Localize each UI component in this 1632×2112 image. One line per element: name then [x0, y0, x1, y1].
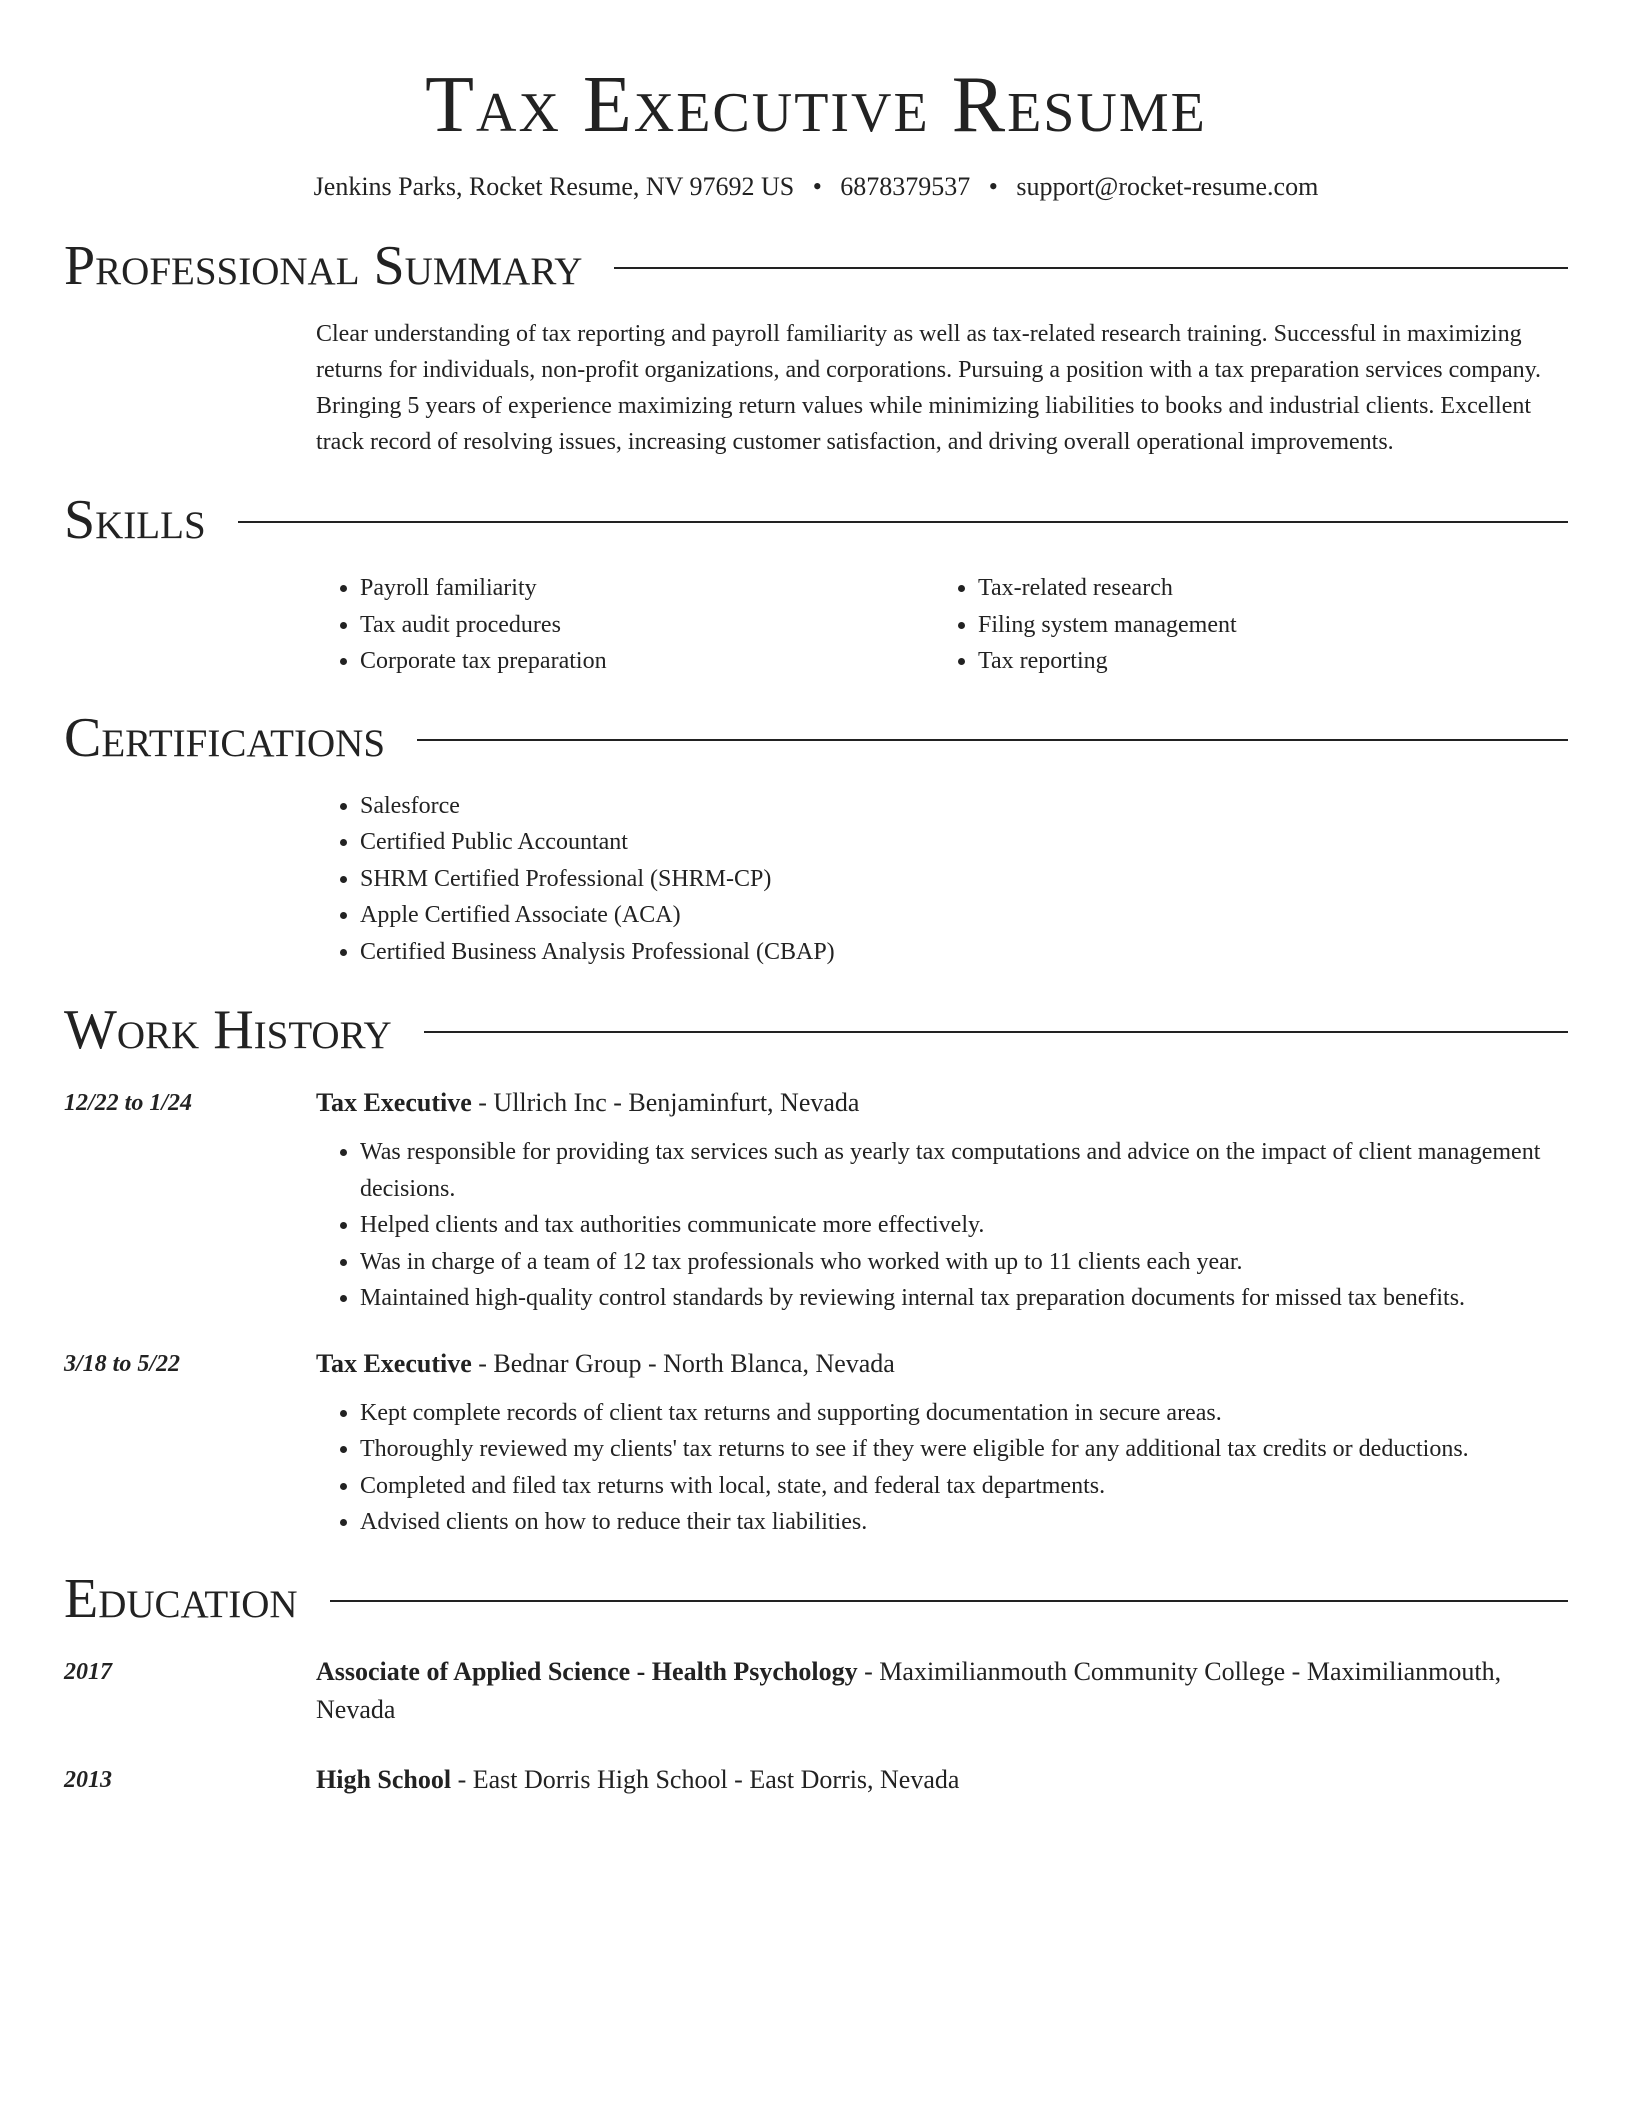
education-section-header — [64, 1565, 1568, 1633]
job-bullet: • Thoroughly reviewed my clients' tax returns to see if they were eligible for any additional tax credits or deductions. — [360, 1431, 1568, 1468]
certification-item: • Certified Business Analysis Professional (CBAP) — [360, 934, 1568, 971]
education-degree: Associate of Applied Science - Health Psychology — [316, 1656, 858, 1686]
skills-heading: Skills — [64, 489, 206, 551]
skill-item: • Tax reporting — [978, 643, 1568, 680]
job-entry — [64, 1084, 1568, 1317]
job-entry — [64, 1345, 1568, 1541]
resume-title: Tax Executive Resume — [425, 61, 1207, 149]
job-bullet: • Was responsible for providing tax services such as yearly tax computations and advice on the impact of client management decisions. — [360, 1134, 1568, 1207]
contact-phone: 6878379537 — [840, 172, 971, 201]
skill-item: • Tax-related research — [978, 570, 1568, 607]
skill-item: • Corporate tax preparation — [360, 643, 934, 680]
section-divider — [238, 521, 1568, 523]
job-headline — [316, 1084, 1568, 1122]
certifications-heading: Certifications — [64, 706, 386, 769]
job-bullet: • Helped clients and tax authorities communicate more effectively. — [360, 1207, 1568, 1244]
job-title: Tax Executive — [316, 1088, 472, 1117]
skills-list — [316, 570, 1568, 680]
education-degree: High School — [316, 1764, 452, 1794]
education-entry — [64, 1653, 1568, 1729]
certifications-list — [316, 788, 1568, 971]
work-heading: Work History — [64, 999, 392, 1061]
skills-column-right — [934, 570, 1568, 680]
separator-dot: • — [988, 172, 998, 201]
summary-section-header — [64, 232, 1568, 300]
job-bullets — [316, 1134, 1568, 1317]
job-bullet: • Completed and filed tax returns with local, state, and federal tax departments. — [360, 1468, 1568, 1505]
job-details: - Bednar Group - North Blanca, Nevada — [471, 1348, 895, 1378]
job-headline — [316, 1345, 1568, 1383]
work-section-header — [64, 996, 1568, 1064]
skills-column-left — [316, 570, 934, 680]
certifications-section-header — [64, 704, 1568, 772]
job-dates: 12/22 to 1/24 — [64, 1090, 193, 1116]
education-headline — [316, 1653, 1568, 1729]
contact-address: Jenkins Parks, Rocket Resume, NV 97692 US — [313, 172, 795, 201]
skills-section-header — [64, 486, 1568, 554]
job-bullet: • Was in charge of a team of 12 tax professionals who worked with up to 11 clients each year. — [360, 1244, 1568, 1281]
certification-item: • SHRM Certified Professional (SHRM-CP) — [360, 861, 1568, 898]
job-bullet: • Advised clients on how to reduce their tax liabilities. — [360, 1504, 1568, 1541]
contact-line — [64, 170, 1568, 204]
job-details: - Ullrich Inc - Benjaminfurt, Nevada — [471, 1088, 860, 1117]
education-details: - Maximilianmouth Community College - Maximilianmouth, Nevada — [316, 1656, 1502, 1724]
job-bullets — [316, 1395, 1568, 1541]
certification-item: • Apple Certified Associate (ACA) — [360, 897, 1568, 934]
education-entry — [64, 1761, 1568, 1799]
education-year: 2017 — [64, 1658, 112, 1685]
skill-item: • Filing system management — [978, 607, 1568, 644]
certification-item: • Salesforce — [360, 788, 1568, 825]
contact-email: support@rocket-resume.com — [1016, 172, 1319, 201]
education-heading: Education — [64, 1567, 298, 1630]
certification-item: • Certified Public Accountant — [360, 824, 1568, 861]
education-headline — [316, 1761, 1568, 1799]
summary-heading: Professional Summary — [64, 235, 583, 297]
separator-dot: • — [812, 172, 822, 201]
section-divider — [614, 267, 1568, 269]
summary-text: Clear understanding of tax reporting and payroll familiarity as well as tax-related research training. Successful in maximizing returns for individuals, non-profit organizations, and corporations. Pursuing a position with a tax preparation services company. Bringing 5 years of experience maximizing return values while minimizing liabilities to books and industrial clients. Excellent track record of resolving issues, increasing customer satisfaction, and driving overall operational improvements. — [316, 321, 1542, 455]
resume-page — [64, 0, 1568, 1799]
job-dates: 3/18 to 5/22 — [64, 1350, 181, 1377]
job-bullet: • Kept complete records of client tax returns and supporting documentation in secure areas. — [360, 1395, 1568, 1432]
job-bullet: • Maintained high-quality control standards by reviewing internal tax preparation documents for missed tax benefits. — [360, 1280, 1568, 1317]
skill-item: • Tax audit procedures — [360, 607, 934, 644]
section-divider — [424, 1031, 1568, 1033]
job-title: Tax Executive — [316, 1348, 472, 1378]
education-details: - East Dorris High School - East Dorris, Nevada — [451, 1764, 960, 1794]
skill-item: • Payroll familiarity — [360, 570, 934, 607]
education-year: 2013 — [64, 1766, 112, 1793]
section-divider — [417, 739, 1568, 741]
section-divider — [330, 1600, 1568, 1602]
